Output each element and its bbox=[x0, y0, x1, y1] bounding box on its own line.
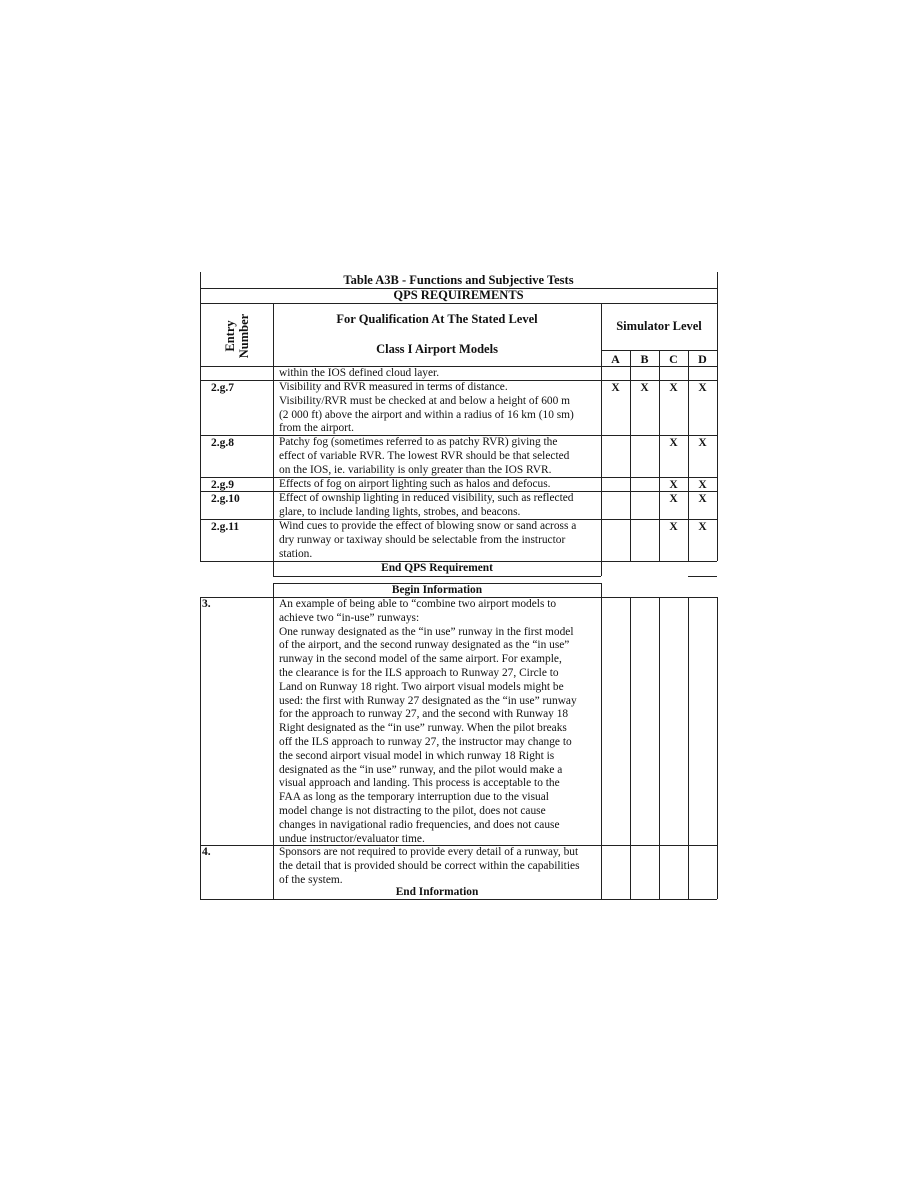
level-c-mark: X bbox=[669, 521, 678, 533]
end-information: End Information bbox=[395, 886, 479, 898]
level-b-header: B bbox=[640, 352, 649, 366]
info-entry-number: 4. bbox=[202, 846, 211, 858]
level-c-mark: X bbox=[669, 493, 678, 505]
entry-number: 2.g.8 bbox=[211, 437, 234, 449]
level-d-mark: X bbox=[698, 479, 707, 491]
info-entry-number: 3. bbox=[202, 598, 211, 610]
table-title: Table A3B - Functions and Subjective Tests bbox=[343, 273, 574, 287]
simulator-level-header: Simulator Level bbox=[616, 319, 702, 333]
end-qps-requirement: End QPS Requirement bbox=[381, 562, 493, 574]
requirement-text: Visibility and RVR measured in terms of distance. Visibility/RVR must be checked at and below a height of 600 m (2 000 ft) above the airport and within a radius of 16 km (10 sm) from the airport. bbox=[279, 381, 574, 435]
level-b-mark: X bbox=[640, 382, 649, 394]
level-c-mark: X bbox=[669, 479, 678, 491]
level-c-mark: X bbox=[669, 382, 678, 394]
level-d-mark: X bbox=[698, 521, 707, 533]
entry-number: 2.g.11 bbox=[211, 521, 240, 533]
entry-header-line2: Number bbox=[236, 313, 251, 359]
section-heading: QPS REQUIREMENTS bbox=[393, 288, 524, 302]
level-c-mark: X bbox=[669, 437, 678, 449]
requirement-text: Effect of ownship lighting in reduced visibility, such as reflected glare, to include landing lights, strobes, and beacons. bbox=[279, 492, 574, 518]
info-text: An example of being able to “combine two airport models to achieve two “in-use” runways: One runway designated as the “in use” runway in the first model of the airport, and the second runway designated as the “in use” runway in the second model of the same airport. For example, the clearance is for the ILS approach to Runway 27, Circle to Land on Runway 18 right. Two airport visual models might be used: the first with Runway 27 designated as the “in use” runway for the approach to runway 27, and the second with Runway 18 Right designated as the “in use” runway. When the pilot breaks off the ILS approach to runway 27, the instructor may change to the second airport visual model in which runway 18 Right is designated as the “in use” runway, and the pilot would make a visual approach and landing. This process is acceptable to the FAA as long as the temporary interruption due to the visual model change is not distracting to the pilot, does not cause changes in navigational radio frequencies, and does not cause undue instructor/evaluator time. bbox=[279, 598, 577, 845]
level-a-header: A bbox=[611, 352, 620, 366]
info-text: Sponsors are not required to provide every detail of a runway, but the detail that is provided should be correct within the capabilities of the system. bbox=[279, 846, 580, 886]
entry-number-header bbox=[205, 306, 269, 366]
entry-number: 2.g.10 bbox=[211, 493, 240, 505]
entry-header-line1: Entry bbox=[222, 320, 237, 352]
requirement-text: Effects of fog on airport lighting such as halos and defocus. bbox=[279, 478, 551, 490]
level-c-header: C bbox=[669, 352, 678, 366]
level-d-mark: X bbox=[698, 382, 707, 394]
level-d-mark: X bbox=[698, 493, 707, 505]
requirement-text: Patchy fog (sometimes referred to as patchy RVR) giving the effect of variable RVR. The lowest RVR should be that selected on the IOS, ie. variability is only greater than the IOS RVR. bbox=[279, 436, 570, 476]
qualification-header: For Qualification At The Stated Level bbox=[336, 312, 538, 326]
level-d-mark: X bbox=[698, 437, 707, 449]
entry-number: 2.g.7 bbox=[211, 382, 234, 394]
requirement-text: Wind cues to provide the effect of blowing snow or sand across a dry runway or taxiway should be selectable from the instructor station. bbox=[279, 520, 577, 560]
level-a-mark: X bbox=[611, 382, 620, 394]
continued-text: within the IOS defined cloud layer. bbox=[279, 367, 440, 379]
entry-number: 2.g.9 bbox=[211, 479, 234, 491]
level-d-header: D bbox=[698, 352, 707, 366]
class-header: Class I Airport Models bbox=[376, 342, 498, 356]
begin-information: Begin Information bbox=[391, 584, 483, 596]
